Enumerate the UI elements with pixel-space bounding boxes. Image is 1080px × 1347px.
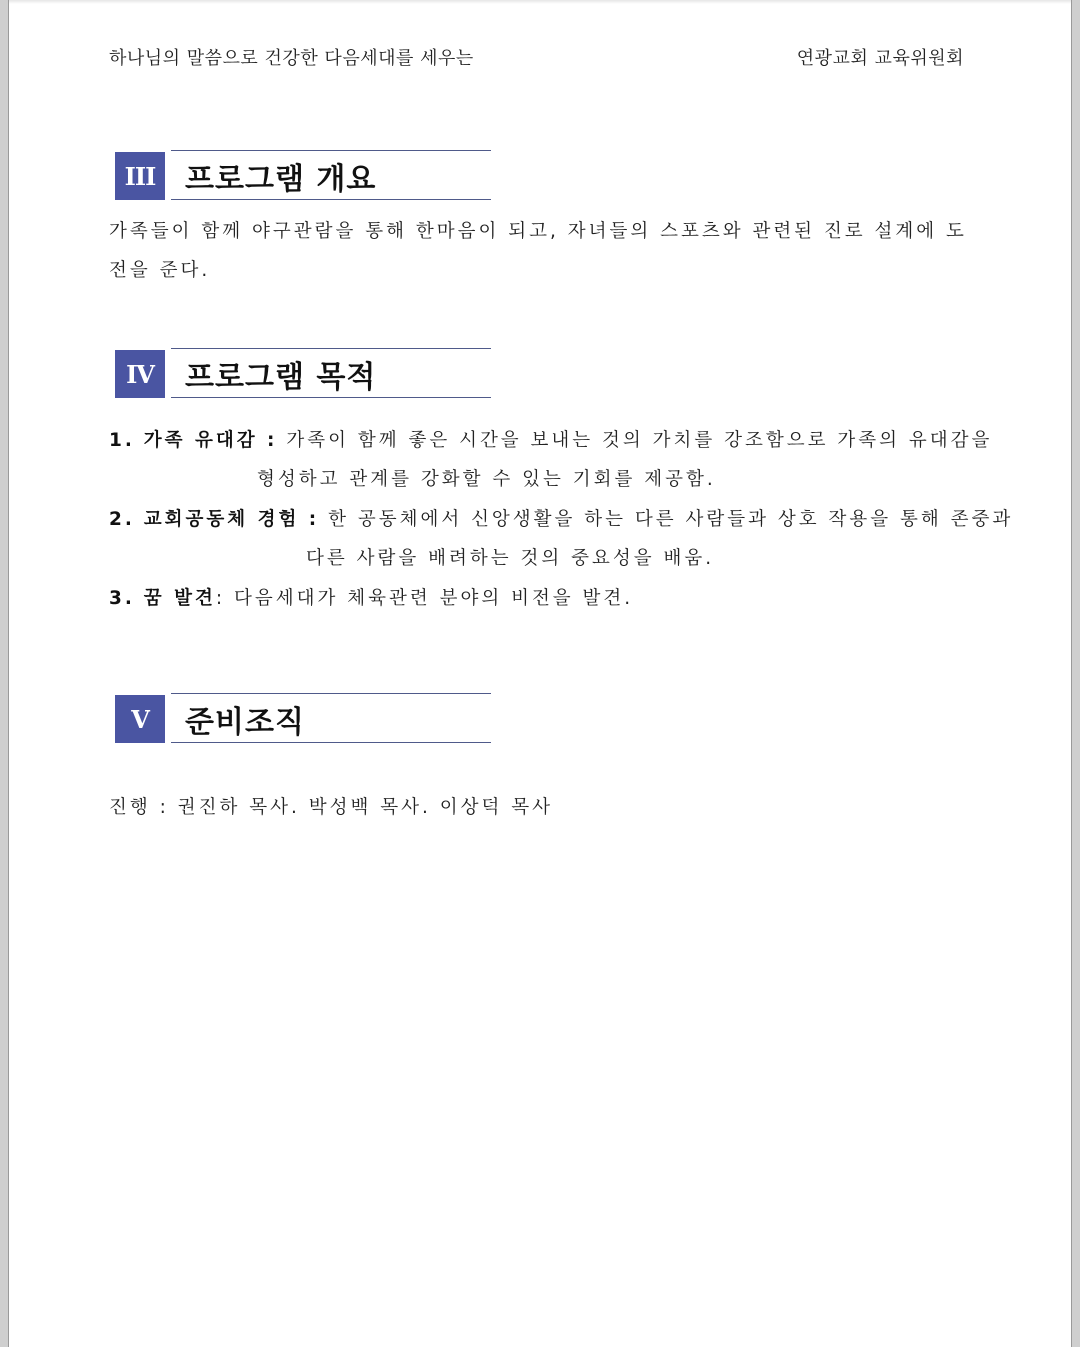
item-text: 한 공동체에서 신앙생활을 하는 다른 사람들과 상호 작용을 통해 존중과 bbox=[328, 509, 1014, 530]
item-continuation: 다른 사람을 배려하는 것의 중요성을 배움. bbox=[306, 548, 715, 569]
item-continuation: 형성하고 관계를 강화할 수 있는 기회를 제공함. bbox=[257, 469, 716, 490]
section-number-badge: III bbox=[115, 152, 165, 200]
organization-paragraph: 진행 : 권진하 목사. 박성백 목사. 이상덕 목사 bbox=[109, 797, 553, 818]
page-top-edge bbox=[9, 0, 1071, 4]
item-label: 가족 유대감 : bbox=[143, 430, 278, 451]
section-title-frame bbox=[171, 348, 491, 398]
document-page bbox=[8, 0, 1072, 1347]
item-number: 2. bbox=[109, 509, 135, 530]
section-title: 준비조직 bbox=[185, 705, 305, 740]
section-heading-organization bbox=[115, 695, 491, 747]
section-number-badge: IV bbox=[115, 350, 165, 398]
item-number: 3. bbox=[109, 588, 135, 609]
item-label: 교회공동체 경험 : bbox=[143, 509, 320, 530]
item-number: 1. bbox=[109, 430, 135, 451]
purpose-item bbox=[109, 421, 992, 460]
item-text: 가족이 함께 좋은 시간을 보내는 것의 가치를 강조함으로 가족의 유대감을 bbox=[286, 430, 993, 451]
section-title-frame bbox=[171, 150, 491, 200]
section-title: 프로그램 개요 bbox=[185, 162, 377, 197]
section-title-frame bbox=[171, 693, 491, 743]
section-title: 프로그램 목적 bbox=[185, 360, 377, 395]
item-text: : 다음세대가 체육관련 분야의 비전을 발견. bbox=[215, 588, 634, 609]
header-slogan: 하나님의 말씀으로 건강한 다음세대를 세우는 bbox=[109, 48, 474, 69]
section-number-badge: V bbox=[115, 695, 165, 743]
purpose-item bbox=[109, 579, 633, 618]
section-heading-overview bbox=[115, 152, 491, 204]
section-heading-purpose bbox=[115, 350, 491, 402]
item-label: 꿈 발견 bbox=[143, 588, 216, 609]
purpose-item bbox=[109, 500, 1013, 539]
overview-paragraph: 가족들이 함께 야구관람을 통해 한마음이 되고, 자녀들의 스포츠와 관련된 진로 설계에 도전을 준다. bbox=[109, 221, 967, 281]
header-organization: 연광교회 교육위원회 bbox=[796, 48, 964, 69]
